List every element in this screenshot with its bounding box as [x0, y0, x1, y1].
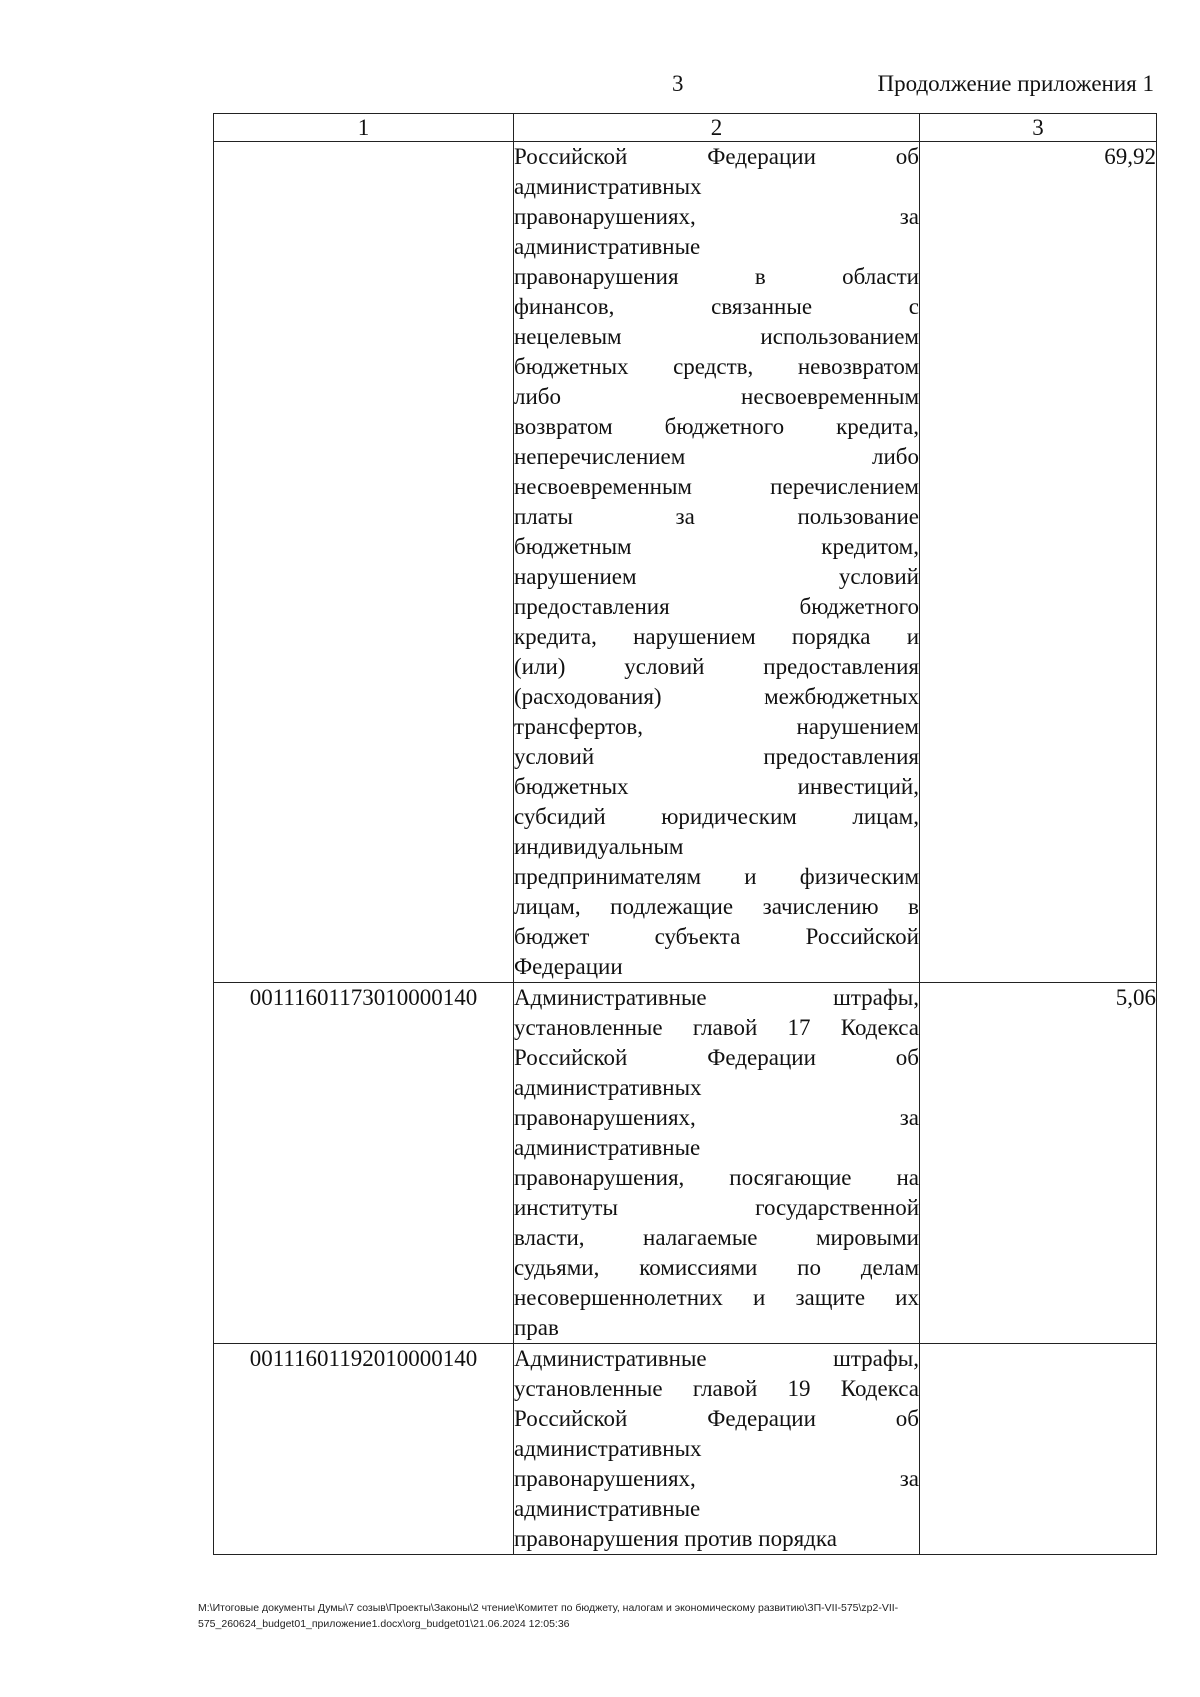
description-line: бюджетных средств, невозвратом: [514, 354, 919, 379]
description-line: Административные штрафы,: [514, 985, 919, 1010]
description-line: административных: [514, 1075, 702, 1100]
description-line: бюджетных инвестиций,: [514, 774, 919, 799]
description-line: административных: [514, 1436, 702, 1461]
description-line: кредита, нарушением порядка и: [514, 624, 919, 649]
budget-table: [213, 113, 1157, 1555]
table-row: [214, 142, 1157, 983]
continuation-label: Продолжение приложения 1: [877, 71, 1154, 96]
file-path-footer: M:\Итоговые документы Думы\7 созыв\Проекты\Законы\2 чтение\Комитет по бюджету, налогам и экономическому развитию\ЗП-VII-575\zp2-VII-575_260624_budget01_приложение1.docx\org_budget01\21.06.2024 12:05:36: [198, 1602, 899, 1630]
description-line: несвоевременным перечислением: [514, 474, 919, 499]
description-line: платы за пользование: [514, 504, 919, 529]
description-line: судьями, комиссиями по делам: [514, 1255, 919, 1280]
description-line: власти, налагаемые мировыми: [514, 1225, 919, 1250]
description-line: правонарушениях, за: [514, 1105, 919, 1130]
description-line: трансфертов, нарушением: [514, 714, 919, 739]
description-line: административные: [514, 1135, 701, 1160]
description-line: неперечислением либо: [514, 444, 919, 469]
amount-cell: 5,06: [920, 983, 1157, 1344]
column-header-3: 3: [920, 114, 1157, 142]
description-line: либо несвоевременным: [514, 384, 919, 409]
budget-code-cell: 00111601192010000140: [214, 1344, 514, 1555]
description-line: (или) условий предоставления: [514, 654, 919, 679]
description-cell: [514, 1344, 920, 1555]
table-body: [214, 142, 1157, 1555]
description-line: Административные штрафы,: [514, 1346, 919, 1371]
description-line: возвратом бюджетного кредита,: [514, 414, 919, 439]
description-line: бюджетным кредитом,: [514, 534, 919, 559]
description-line: Российской Федерации об: [514, 144, 919, 169]
description-line: (расходования) межбюджетных: [514, 684, 919, 709]
description-line: Российской Федерации об: [514, 1045, 919, 1070]
description-line: финансов, связанные с: [514, 294, 919, 319]
column-header-2: 2: [514, 114, 920, 142]
column-header-1: 1: [214, 114, 514, 142]
description-cell: [514, 983, 920, 1344]
description-cell: [514, 142, 920, 983]
description-line: административные: [514, 1496, 701, 1521]
budget-code-cell: 00111601173010000140: [214, 983, 514, 1344]
description-line: нарушением условий: [514, 564, 919, 589]
description-line: правонарушения в области: [514, 264, 919, 289]
table-row: [214, 1344, 1157, 1555]
description-line: установленные главой 19 Кодекса: [514, 1376, 919, 1401]
description-line: административные: [514, 234, 701, 259]
amount-cell: [920, 1344, 1157, 1555]
description-line: предпринимателям и физическим: [514, 864, 919, 889]
description-line: лицам, подлежащие зачислению в: [514, 894, 919, 919]
description-line: индивидуальным: [514, 834, 684, 859]
description-line: Российской Федерации об: [514, 1406, 919, 1431]
table-row: [214, 983, 1157, 1344]
description-line: правонарушения, посягающие на: [514, 1165, 919, 1190]
description-line: субсидий юридическим лицам,: [514, 804, 919, 829]
description-line: установленные главой 17 Кодекса: [514, 1015, 919, 1040]
page-number: 3: [672, 71, 684, 96]
table-header-row: [214, 114, 1157, 142]
description-line: бюджет субъекта Российской: [514, 924, 919, 949]
description-line: правонарушениях, за: [514, 204, 919, 229]
description-line: предоставления бюджетного: [514, 594, 919, 619]
budget-code-cell: [214, 142, 514, 983]
description-line: несовершеннолетних и защите их: [514, 1285, 919, 1310]
description-line: правонарушениях, за: [514, 1466, 919, 1491]
description-line: институты государственной: [514, 1195, 919, 1220]
description-line: административных: [514, 174, 702, 199]
description-line: условий предоставления: [514, 744, 919, 769]
description-line: правонарушения против порядка: [514, 1526, 837, 1551]
amount-cell: 69,92: [920, 142, 1157, 983]
description-line: прав: [514, 1315, 559, 1340]
description-line: нецелевым использованием: [514, 324, 919, 349]
description-line: Федерации: [514, 954, 623, 979]
